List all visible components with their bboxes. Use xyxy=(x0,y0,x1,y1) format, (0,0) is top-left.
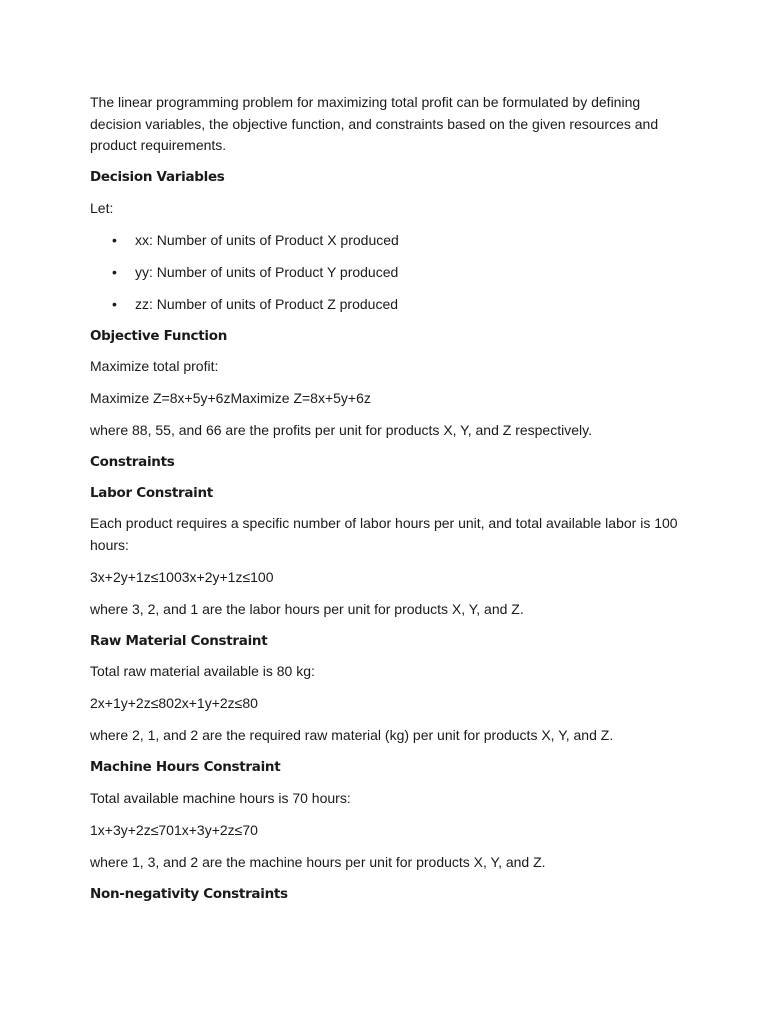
labor-constraint-note: where 3, 2, and 1 are the labor hours per unit for products X, Y, and Z. xyxy=(90,600,524,617)
labor-constraint-lead: Each product requires a specific number of labor hours per unit, and total available labor is 100 hours: xyxy=(90,515,678,553)
labor-constraint-formula: 3x+2y+1z≤1003x+2y+1z≤100 xyxy=(90,568,274,585)
machine-hours-constraint-heading: Machine Hours Constraint xyxy=(90,759,281,775)
machine-hours-constraint-lead: Total available machine hours is 70 hours: xyxy=(90,789,351,806)
objective-function-heading: Objective Function xyxy=(90,327,228,344)
list-item-text: yy: Number of units of Product Y produced xyxy=(135,263,399,280)
raw-material-constraint-note: where 2, 1, and 2 are the required raw material (kg) per unit for products X, Y, and Z. xyxy=(90,727,614,743)
list-item xyxy=(90,294,678,316)
bullet-icon: • xyxy=(112,231,117,248)
list-item xyxy=(90,262,678,284)
list-item-text: xx: Number of units of Product X produced xyxy=(135,231,399,248)
raw-material-constraint-formula: 2x+1y+2z≤802x+1y+2z≤80 xyxy=(90,695,258,711)
intro-paragraph: The linear programming problem for maximizing total profit can be formulated by defining decision variables, the objective function, and constraints based on the given resources and product requirements. xyxy=(90,94,659,153)
machine-hours-constraint-note: where 1, 3, and 2 are the machine hours per unit for products X, Y, and Z. xyxy=(90,853,546,870)
non-negativity-constraints-heading: Non-negativity Constraints xyxy=(90,885,288,902)
decision-variables-heading: Decision Variables xyxy=(90,169,225,185)
list-item xyxy=(90,230,678,252)
objective-formula: Maximize Z=8x+5y+6zMaximize Z=8x+5y+6z xyxy=(90,390,371,406)
constraints-heading: Constraints xyxy=(90,454,175,470)
objective-note: where 88, 55, and 66 are the profits per unit for products X, Y, and Z respectively. xyxy=(90,422,592,438)
bullet-icon: • xyxy=(112,263,117,280)
bullet-icon: • xyxy=(112,295,117,312)
machine-hours-constraint-formula: 1x+3y+2z≤701x+3y+2z≤70 xyxy=(90,821,258,838)
objective-lead: Maximize total profit: xyxy=(90,358,219,374)
decision-variables-lead: Let: xyxy=(90,199,114,216)
raw-material-constraint-lead: Total raw material available is 80 kg: xyxy=(90,663,315,679)
raw-material-constraint-heading: Raw Material Constraint xyxy=(90,632,268,649)
labor-constraint-heading: Labor Constraint xyxy=(90,484,213,501)
list-item-text: zz: Number of units of Product Z produced xyxy=(135,295,399,312)
decision-variables-list xyxy=(90,230,678,316)
